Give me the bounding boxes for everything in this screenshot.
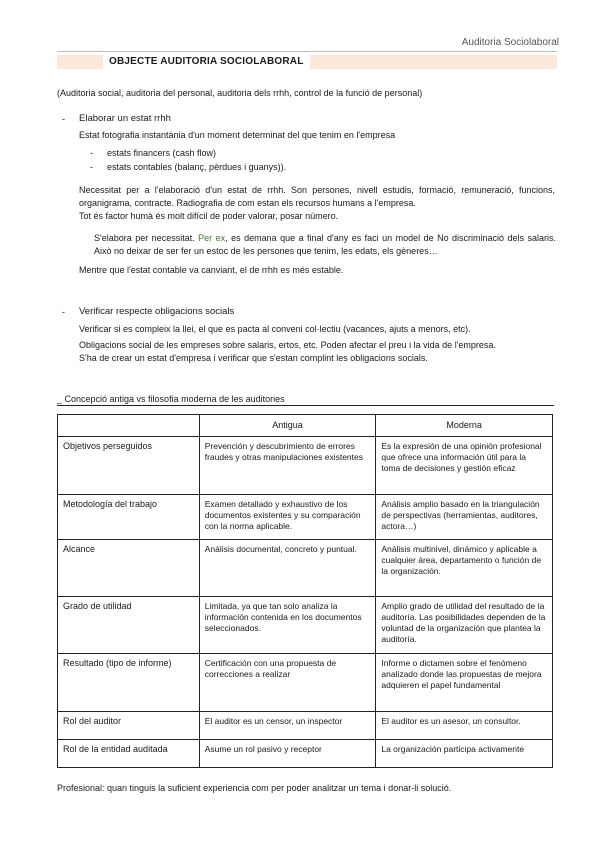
row-antigua: Asume un rol pasivo y receptor <box>199 740 376 768</box>
row-antigua: El auditor es un censor, un inspector <box>199 712 376 740</box>
row-antigua: Certificación con una propuesta de correcciones a realizar <box>199 654 376 712</box>
section2-line3: S'ha de crear un estat d'empresa i verificar que s'estan complint les obligacions socials. <box>79 353 428 363</box>
section1-para1b: Tot és factor humà és molt difícil de poder valorar, posar número. <box>79 211 339 221</box>
row-label: Objetivos perseguidos <box>58 437 200 495</box>
section1-note-green: Per ex <box>198 233 226 243</box>
row-label: Resultado (tipo de informe) <box>58 654 200 712</box>
row-label: Grado de utilidad <box>58 597 200 654</box>
table-header-antigua: Antigua <box>199 415 376 437</box>
table-row <box>58 597 553 654</box>
table-row <box>58 437 553 495</box>
table-row <box>58 540 553 597</box>
section1-title: Elaborar un estat rrhh <box>79 113 171 124</box>
row-antigua: Examen detallado y exhaustivo de los documentos existentes y su comparación con la norma aplicable. <box>199 495 376 540</box>
table-row <box>58 740 553 768</box>
section1-item1-dash: - <box>90 148 93 158</box>
section1-note <box>94 232 556 258</box>
row-label: Rol de la entidad auditada <box>58 740 200 768</box>
comparison-table <box>57 414 553 768</box>
row-moderna: La organización participa activamente <box>376 740 553 768</box>
row-moderna: Análisis multinivel, dinámico y aplicable a cualquier área, departamento o función de la organización. <box>376 540 553 597</box>
table-header-moderna: Moderna <box>376 415 553 437</box>
row-antigua: Limitada, ya que tan solo analiza la información contenida en los documentos seleccionados. <box>199 597 376 654</box>
row-antigua: Prevención y descubrimiento de errores fraudes y otras manipulaciones existentes <box>199 437 376 495</box>
row-label: Alcance <box>58 540 200 597</box>
table-header-row <box>58 415 553 437</box>
section2-line2: Obligacions social de les empreses sobre salaris, ertos, etc. Poden afectar el preu i la vida de l'empresa. <box>79 340 496 350</box>
section1-dash: - <box>62 114 65 124</box>
section1-para1: Necessitat per a l'elaboració d'un estat de rrhh. Son persones, nivell estudis, formació, remuneració, funcions, organigrama, contracte. Radiografia de com estan els recursos humans a l'empresa. <box>79 185 555 208</box>
row-antigua: Análisis documental, concreto y puntual. <box>199 540 376 597</box>
section1-item1: estats financers (cash flow) <box>107 148 217 158</box>
table-row <box>58 654 553 712</box>
row-moderna: Análisis amplio basado en la triangulación de perspectivas (herramientas, auditores, actora…) <box>376 495 553 540</box>
concept-heading-text: _ Concepció antiga vs filosofia moderna de les auditories <box>57 394 289 404</box>
header-rule <box>57 51 557 52</box>
section2-line1: Verificar si es compleix la llei, el que es pacta al conveni col·lectiu (vacances, ajuts a menors, etc). <box>79 324 471 334</box>
section1-para2: Mentre que l'estat contable va canviant, el de rrhh es més estable. <box>79 265 344 275</box>
section1-line1: Estat fotografia instantània d'un moment determinat del que tenim en l'empresa <box>79 130 396 140</box>
section1-item2: estats contables (balanç, pèrdues i guanys)). <box>107 162 287 172</box>
row-moderna: Informe o dictamen sobre el fenómeno analizado donde las propuestas de mejora adquieren el papel fundamental <box>376 654 553 712</box>
section1-item2-dash: - <box>90 162 93 172</box>
section2-title: Verificar respecte obligacions socials <box>79 306 235 317</box>
row-label: Rol del auditor <box>58 712 200 740</box>
row-label: Metodología del trabajo <box>58 495 200 540</box>
row-moderna: Amplio grado de utilidad del resultado de la auditoría. Las posibilidades dependen de la voluntad de la organización que plantea la auditoría. <box>376 597 553 654</box>
concept-heading <box>57 393 554 406</box>
footer-note: Profesional: quan tinguis la suficient experiencia com per poder analitzar un tema i donar-li solució. <box>57 783 452 793</box>
running-header: Auditoria Sociolaboral <box>461 37 559 48</box>
title-band <box>57 55 557 69</box>
page-title: OBJECTE AUDITORIA SOCIOLABORAL <box>103 55 310 69</box>
subtitle: (Auditoria social, auditoria del personal, auditoria dels rrhh, control de la funció de personal) <box>57 88 423 98</box>
table-row <box>58 495 553 540</box>
section2-dash: - <box>62 307 65 317</box>
table-header-empty <box>58 415 200 437</box>
row-moderna: Es la expresión de una opinión profesional que ofrece una información útil para la toma de decisiones y gestión eficaz <box>376 437 553 495</box>
section1-note-b: , es demana que a final d'any es faci un model de No discriminació dels salaris. Això no deixar de ser fer un estoc de les persones que tenim, les edats, els gèneres… <box>94 233 556 256</box>
row-moderna: El auditor es un asesor, un consultor. <box>376 712 553 740</box>
section1-note-a: S'elabora per necessitat. <box>94 233 199 243</box>
table-row <box>58 712 553 740</box>
